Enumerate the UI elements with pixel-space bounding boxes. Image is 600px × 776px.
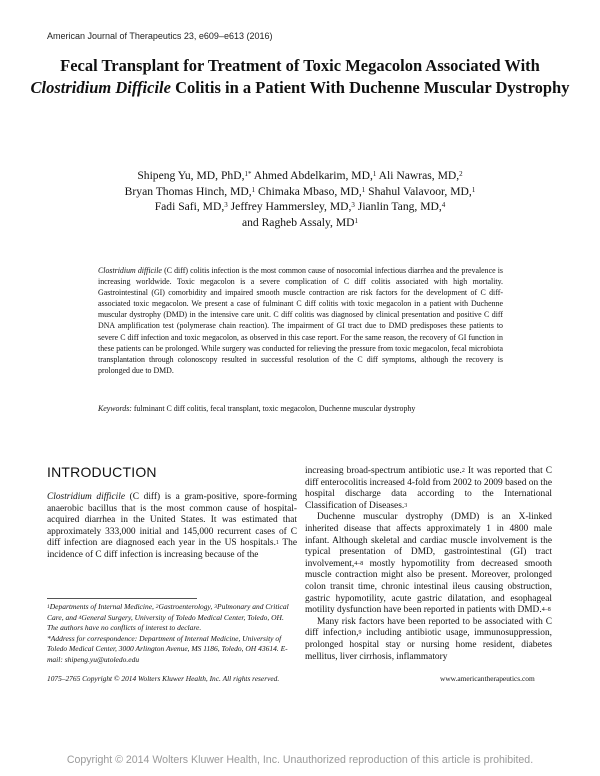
- citation-ref[interactable]: 4–8: [541, 607, 551, 614]
- author: Jeffrey Hammersley, MD,: [227, 200, 352, 213]
- intro-paragraph-1: [47, 492, 297, 562]
- author-affiliation: 1: [251, 185, 256, 194]
- author: Shahul Valavoor, MD,: [365, 184, 472, 198]
- author-affiliation: 1*: [244, 170, 252, 178]
- author: Ali Nawras, MD,: [376, 169, 460, 182]
- author: Fadi Safi, MD,: [154, 200, 225, 213]
- intro-text: It was reported that C diff enterocolitis increased 4-fold from 2002 to 2009 based on the hospital discharge data according to the International Classification of Diseases.: [305, 466, 552, 511]
- keywords-list: fulminant C diff colitis, fecal transplant, toxic megacolon, Duchenne muscular dystrophy: [131, 404, 416, 413]
- intro-right-column: [305, 466, 552, 663]
- footnote-conflicts: The authors have no conflicts of interest to declare.: [47, 623, 202, 633]
- journal-website-link[interactable]: www.americantherapeutics.com: [440, 674, 535, 683]
- footnote-marker: 3: [214, 604, 217, 610]
- abstract-lead: Clostridium difficile: [98, 266, 162, 275]
- intro-lead: Clostridium difficile: [47, 492, 126, 502]
- footnote-marker: 2: [155, 604, 159, 610]
- footnote-affiliations: [47, 602, 297, 623]
- keywords-label: Keywords:: [98, 404, 132, 413]
- author-affiliation: 1: [361, 185, 366, 194]
- footnote-text: General Surgery, University of Toledo Medical Center, Toledo, OH.: [81, 612, 284, 622]
- intro-text: Many risk factors have been reported to be associated with C diff infection,: [305, 616, 552, 639]
- footnote-correspondence: *Address for correspondence: Department of Internal Medicine, University of Toledo Medical Center, 3000 Arlington Avenue, MS 1186, Toledo, OH 43614. E-mail: shipeng.yu@utoledo.edu: [47, 633, 288, 664]
- intro-text: The incidence of C diff infection is increasing because of the: [47, 538, 298, 560]
- citation-ref[interactable]: 4–8: [354, 560, 364, 567]
- footnote-text: Gastroenterology,: [158, 602, 215, 611]
- intro-text: mostly hypomotility from decreased smooth muscle contraction might also be present. Moreover, prolonged colon transit time, chronic intestinal ileus causing obstruction, gastric hypomotility, acute gastric dilatation, and esophageal motility dysfunction have been reported in patients with DMD.: [305, 558, 552, 616]
- title-part-2: Colitis in a Patient With Duchenne Muscular Dystrophy: [170, 78, 570, 97]
- author-affiliation: 1: [354, 216, 359, 225]
- page-copyright: 1075–2765 Copyright © 2014 Wolters Kluwer Health, Inc. All rights reserved.: [47, 674, 280, 683]
- author-list: [60, 168, 540, 230]
- author-affiliation: 2: [459, 170, 463, 178]
- keywords: [98, 404, 508, 413]
- footnotes: [47, 602, 297, 666]
- intro-paragraph-risk: [305, 617, 552, 663]
- author-affiliation: 4: [441, 201, 446, 209]
- title-part-1: Fecal Transplant for Treatment of Toxic Megacolon Associated With: [60, 56, 540, 75]
- abstract-body: (C diff) colitis infection is the most common cause of nosocomial infectious diarrhea and the prevalence is increasing worldwide. Toxic megacolon is a severe complication of C diff colitis associated with high mortality. Gastrointestinal (GI) comorbidity and impaired smooth muscle contraction are risk factors for the development of C diff-associated toxic megacolon. We present a case of fulminant C diff colitis with toxic megacolon in a patient with Duchenne muscular dystrophy (DMD) in the intensive care unit. C diff colitis was diagnosed by clinical presentation and positive C diff DNA amplification test (polymerase chain reaction). The impairment of GI tract due to DMD predisposes these patients to severe C diff infection and toxic megacolon, as observed in this case report. For the same reason, the recovery of GI function in these patients can be prolonged. While surgery was conducted for relieving the pressure from toxic megacolon, fecal microbiota transplantation through colonoscopy resulted in successful resolution of the C diff symptoms, although the recovery is prolonged due to DMD.: [98, 266, 503, 375]
- citation-ref[interactable]: 1: [275, 540, 279, 547]
- author: Shipeng Yu, MD, PhD,: [137, 169, 245, 182]
- footnote-marker: 4: [78, 614, 82, 621]
- author: and Ragheb Assaly, MD: [241, 215, 355, 229]
- intro-text: (C diff) is a gram-positive, spore-forming anaerobic bacillus that is the most common cause of hospital-acquired diarrhea in the United States. It was estimated that approximately 333,000 initial and 145,000 recurrent cases of C diff infection are diagnosed each year in the US hospitals.: [47, 492, 297, 549]
- journal-citation: American Journal of Therapeutics 23, e609–e613 (2016): [47, 31, 273, 41]
- author: Chimaka Mbaso, MD,: [255, 184, 362, 198]
- author-affiliation: 3: [224, 201, 228, 209]
- author-affiliation: 1: [471, 185, 476, 194]
- section-heading-introduction: INTRODUCTION: [47, 464, 157, 480]
- author: Ahmed Abdelkarim, MD,: [251, 169, 373, 182]
- author-affiliation: 3: [351, 201, 355, 209]
- title-italic: Clostridium Difficile: [30, 78, 171, 97]
- author: Jianlin Tang, MD,: [354, 200, 442, 213]
- footnote-text: Departments of Internal Medicine,: [49, 602, 156, 611]
- footnote-divider: [47, 598, 197, 599]
- intro-paragraph-continued: [305, 466, 552, 512]
- author-affiliation: 1: [372, 170, 377, 178]
- intro-text: Duchenne muscular dystrophy (DMD) is an X-linked inherited disease that affects approximately 1 in 4800 male infant. Although skeletal and cardiac muscle involvement is the typical presentation of DMD, gastrointestinal (GI) tract involvement,: [305, 512, 552, 569]
- article-title: [30, 55, 570, 99]
- intro-paragraph-dmd: [305, 512, 552, 616]
- author: Bryan Thomas Hinch, MD,: [124, 184, 252, 198]
- intro-text: increasing broad-spectrum antibiotic use.: [305, 466, 462, 476]
- abstract: [98, 265, 503, 376]
- copyright-watermark: Copyright © 2014 Wolters Kluwer Health, Inc. Unauthorized reproduction of this article is prohibited.: [66, 754, 534, 766]
- citation-ref[interactable]: 2: [461, 468, 465, 474]
- citation-ref[interactable]: 9: [358, 630, 362, 637]
- citation-ref[interactable]: 3: [404, 502, 408, 509]
- footnote-text: Pulmonary and Critical Care, and: [47, 602, 289, 622]
- intro-text: including antibiotic usage, immunosuppression, prolonged hospital stay or nursing home resident, diabetes mellitus, liver cirrhosis, inflammatory: [305, 628, 552, 662]
- footnote-marker: 1: [47, 604, 50, 610]
